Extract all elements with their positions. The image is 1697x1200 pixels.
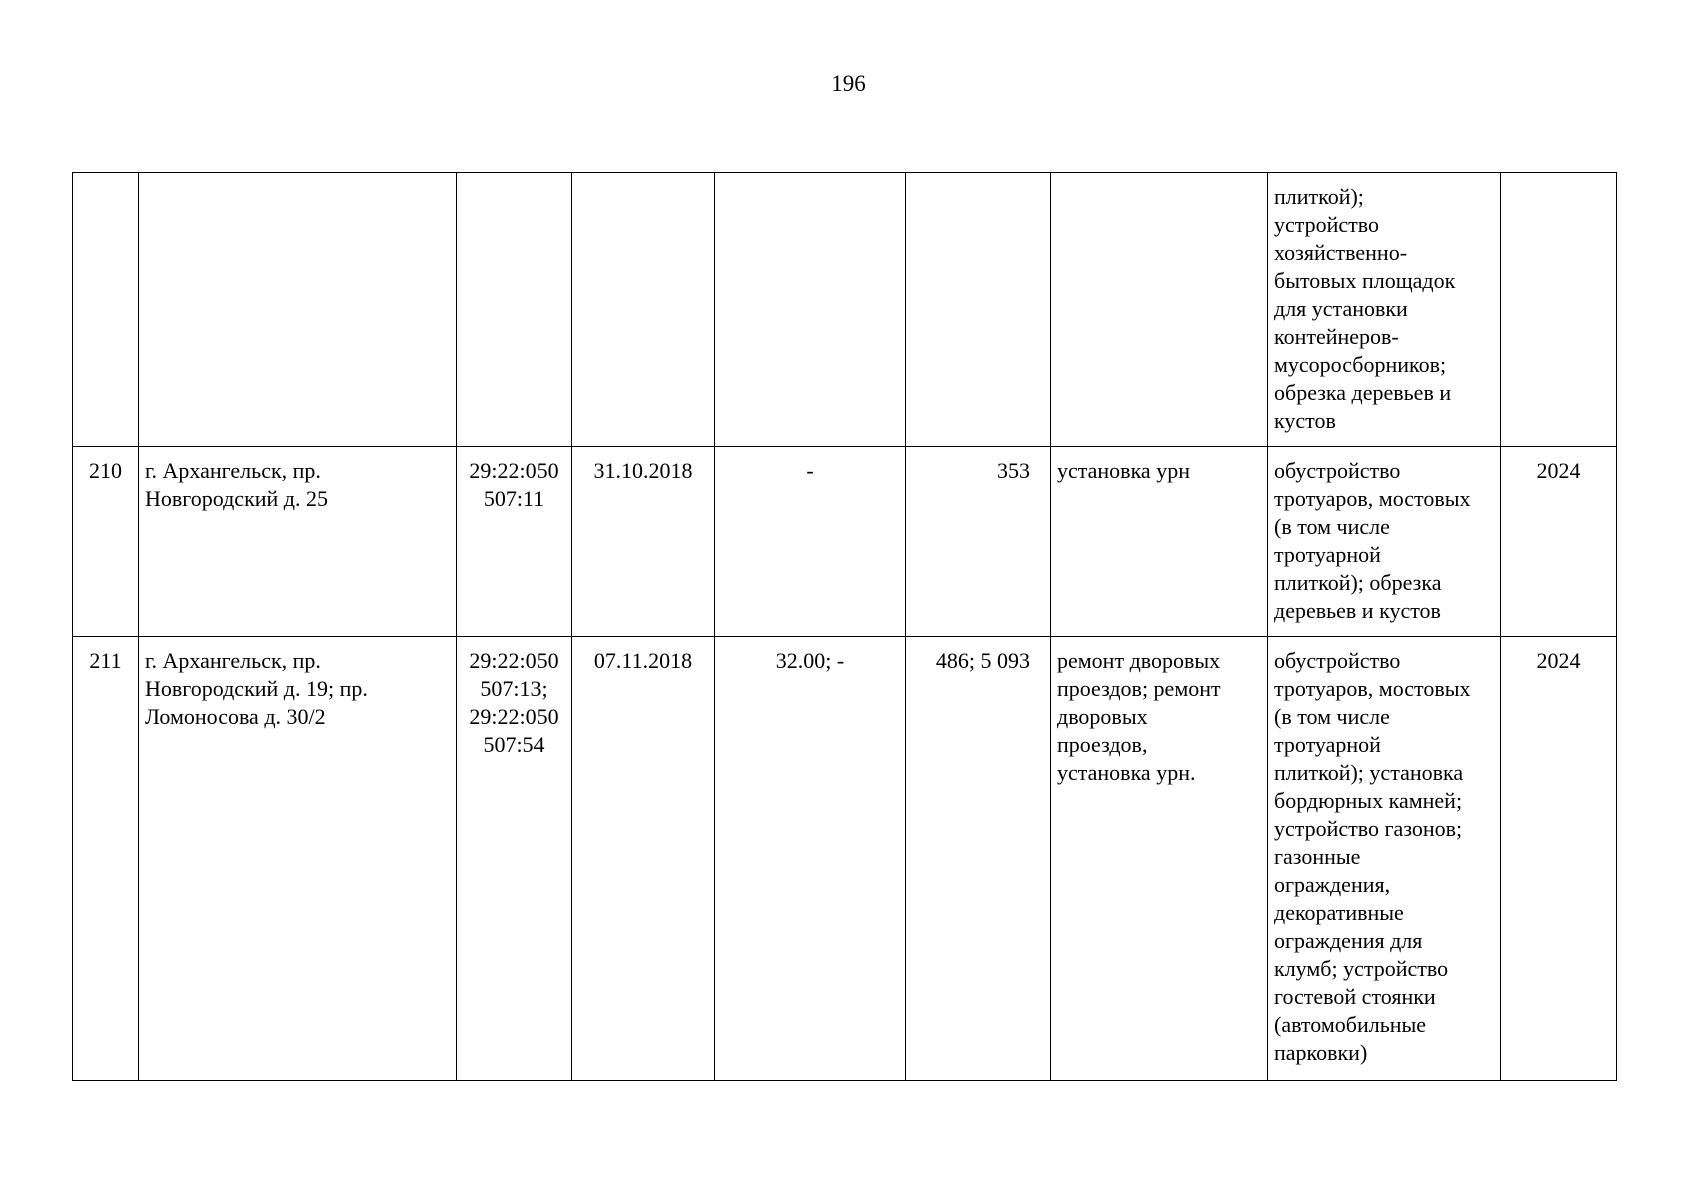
cell-line: обрезка деревьев и xyxy=(1274,380,1452,405)
cell-line: тротуарной xyxy=(1274,542,1381,567)
cell-line: парковки) xyxy=(1274,1040,1368,1065)
cell-area: 32.00; - xyxy=(715,637,906,1081)
cell-line: мусоросборников; xyxy=(1274,352,1447,377)
cell-line: (автомобильные xyxy=(1274,1012,1427,1037)
cell-line: 29:22:050 xyxy=(469,458,559,483)
cell-line: 507:54 xyxy=(483,732,545,757)
cell-line: проездов; ремонт xyxy=(1057,676,1221,701)
cell-cadastral-number xyxy=(457,637,572,1081)
cell-square xyxy=(906,173,1051,447)
cell-line: проездов, xyxy=(1057,732,1148,757)
cell-line: плиткой); обрезка xyxy=(1274,570,1442,595)
cell-cadastral-number xyxy=(457,447,572,637)
cell-line: Новгородский д. 25 xyxy=(145,486,329,511)
cell-square: 353 xyxy=(906,447,1051,637)
cell-line: установка урн. xyxy=(1057,760,1196,785)
cell-line: тротуарной xyxy=(1274,732,1381,757)
cell-line: тротуаров, мостовых xyxy=(1274,486,1471,511)
cell-line: контейнеров- xyxy=(1274,324,1399,349)
registry-table xyxy=(72,172,1617,1081)
cell-line: (в том числе xyxy=(1274,514,1390,539)
cell-line: плиткой); xyxy=(1274,184,1364,209)
cell-number: 211 xyxy=(73,637,139,1081)
cell-date: 07.11.2018 xyxy=(572,637,715,1081)
cell-area: - xyxy=(715,447,906,637)
cell-address xyxy=(139,447,457,637)
cell-line: Ломоносова д. 30/2 xyxy=(145,704,326,729)
cell-line: тротуаров, мостовых xyxy=(1274,676,1471,701)
cell-line: плиткой); установка xyxy=(1274,760,1464,785)
cell-completed-works xyxy=(1051,447,1268,637)
cell-line: устройство xyxy=(1274,212,1380,237)
cell-completed-works xyxy=(1051,637,1268,1081)
cell-address xyxy=(139,637,457,1081)
cell-line: 29:22:050 xyxy=(469,648,559,673)
cell-number xyxy=(73,173,139,447)
cell-number: 210 xyxy=(73,447,139,637)
cell-line: декоративные xyxy=(1274,900,1404,925)
cell-line: ремонт дворовых xyxy=(1057,648,1221,673)
table-row xyxy=(73,173,1617,447)
cell-line: дворовых xyxy=(1057,704,1148,729)
cell-address xyxy=(139,173,457,447)
cell-line: обустройство xyxy=(1274,648,1401,673)
table-row xyxy=(73,637,1617,1081)
cell-line: 507:11 xyxy=(483,486,545,511)
cell-line: 29:22:050 xyxy=(469,704,559,729)
cell-line: ограждения, xyxy=(1274,872,1391,897)
cell-line: ограждения для xyxy=(1274,928,1423,953)
cell-line: газонные xyxy=(1274,844,1361,869)
cell-line: хозяйственно- xyxy=(1274,240,1408,265)
cell-line: 507:13; xyxy=(480,676,548,701)
cell-line: обустройство xyxy=(1274,458,1401,483)
cell-line: бордюрных камней; xyxy=(1274,788,1463,813)
cell-square: 486; 5 093 xyxy=(906,637,1051,1081)
cell-date xyxy=(572,173,715,447)
cell-line: г. Архангельск, пр. xyxy=(145,458,321,483)
cell-year: 2024 xyxy=(1501,447,1617,637)
cell-line: г. Архангельск, пр. xyxy=(145,648,321,673)
cell-area xyxy=(715,173,906,447)
page-number: 196 xyxy=(831,71,866,96)
cell-year xyxy=(1501,173,1617,447)
cell-line: клумб; устройство xyxy=(1274,956,1449,981)
cell-line: (в том числе xyxy=(1274,704,1390,729)
cell-line: бытовых площадок xyxy=(1274,268,1456,293)
table-row xyxy=(73,447,1617,637)
cell-line: гостевой стоянки xyxy=(1274,984,1436,1009)
cell-planned-works xyxy=(1268,173,1501,447)
cell-planned-works xyxy=(1268,447,1501,637)
cell-date: 31.10.2018 xyxy=(572,447,715,637)
cell-completed-works xyxy=(1051,173,1268,447)
cell-cadastral-number xyxy=(457,173,572,447)
cell-year: 2024 xyxy=(1501,637,1617,1081)
cell-line: Новгородский д. 19; пр. xyxy=(145,676,368,701)
cell-line: установка урн xyxy=(1057,458,1190,483)
cell-line: для установки xyxy=(1274,296,1408,321)
cell-line: кустов xyxy=(1274,408,1336,433)
cell-line: устройство газонов; xyxy=(1274,816,1463,841)
cell-line: деревьев и кустов xyxy=(1274,598,1441,623)
cell-planned-works xyxy=(1268,637,1501,1081)
